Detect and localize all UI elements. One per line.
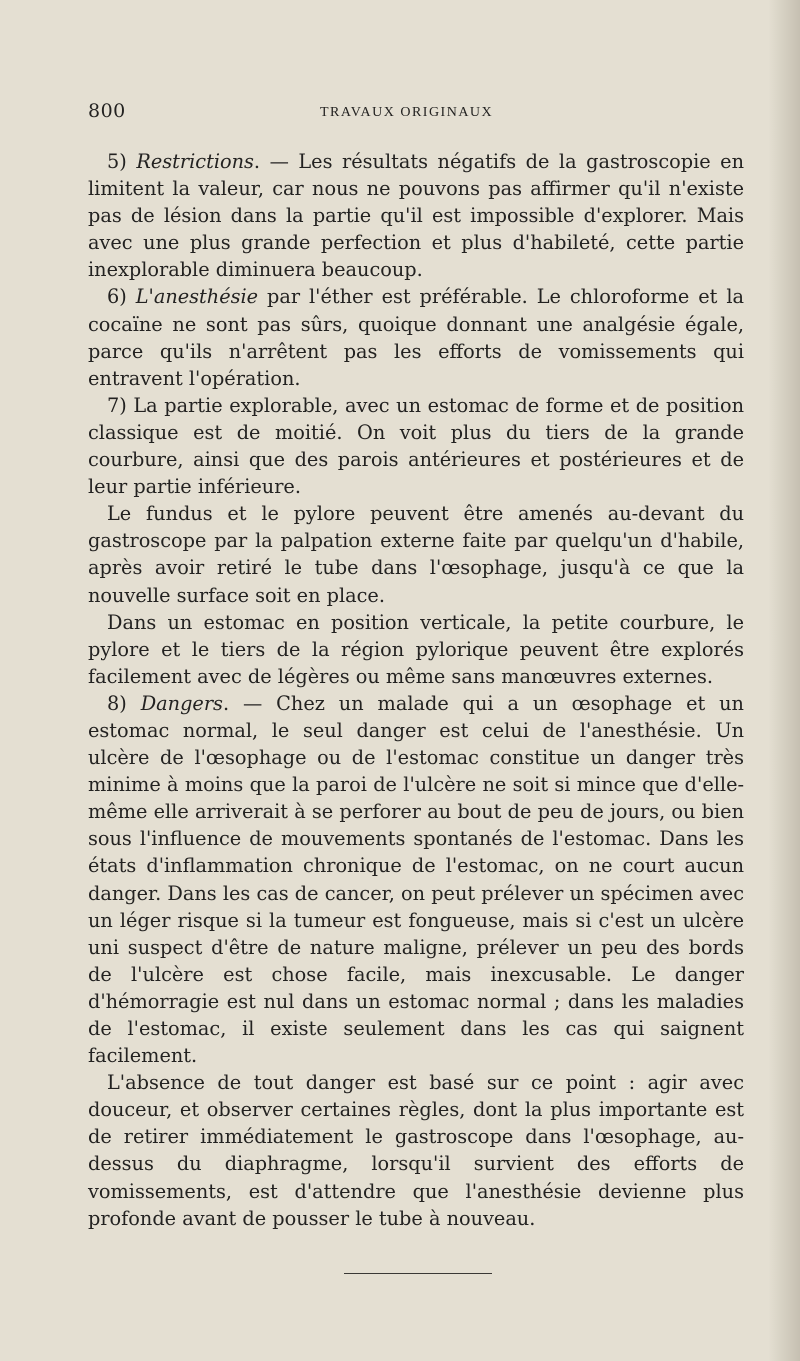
item-label: Dangers (140, 691, 223, 715)
paragraph-absence-danger (88, 1069, 744, 1232)
paragraph-partie-explorable (88, 392, 744, 500)
paragraph-restrictions (88, 148, 744, 283)
printed-page (88, 100, 744, 1232)
paragraph-text: Le fundus et le pylore peuvent être amenés au-devant du gastroscope par la palpation externe faite par quelqu'un d'habile, après avoir retiré le tube dans l'œsophage, jusqu'à ce que la nouvelle surface soit en place. (88, 502, 744, 607)
section-title: TRAVAUX ORIGINAUX (320, 105, 494, 120)
closing-rule (344, 1273, 492, 1274)
paragraph-text: par l'éther est préférable. Le chloroforme et la cocaïne ne sont pas sûrs, quoique donnant une analgésie égale, parce qu'ils n'arrêtent pas les efforts de vomissements qui entravent l'opération. (88, 285, 744, 390)
paragraph-text: Dans un estomac en position verticale, la petite courbure, le pylore et le tiers de la région pylorique peuvent être explorés facilement avec de légères ou même sans manœuvres externes. (88, 610, 744, 688)
paragraph-text: L'absence de tout danger est basé sur ce point : agir avec douceur, et observer certaines règles, dont la plus importante est de retirer immédiatement le gastroscope dans l'œsophage, au-dessus du diaphragme, lorsqu'il survient des efforts de vomissements, est d'attendre que l'anesthésie devienne plus profonde avant de pousser le tube à nouveau. (88, 1071, 744, 1230)
item-label: L'anesthésie (135, 285, 259, 309)
paragraph-text: . — Les résultats négatifs de la gastroscopie en limitent la valeur, car nous ne pouvons pas affirmer qu'il n'existe pas de lésion dans la partie qu'il est impossible d'explorer. Mais avec une plus grande perfection et plus d'habileté, cette partie inexplorable diminuera beaucoup. (88, 150, 744, 282)
running-head (88, 100, 744, 124)
paragraph-dangers (88, 690, 744, 1069)
page-number: 800 (88, 100, 126, 122)
item-number: 8) (107, 691, 127, 715)
paragraph-text: . — Chez un malade qui a un œsophage et un estomac normal, le seul danger est celui de l'anesthésie. Un ulcère de l'œsophage ou de l'estomac constitue un danger très minime à moins que la paroi de l'ulcère ne soit si mince que d'elle-même elle arriverait à se perforer au bout de peu de jours, ou bien sous l'influence de mouvements spontanés de l'estomac. Dans les états d'inflammation chronique de l'estomac, on ne court aucun danger. Dans les cas de cancer, on peut prélever un spécimen avec un léger risque si la tumeur est fongueuse, mais si c'est un ulcère uni suspect d'être de nature maligne, prélever un peu des bords de l'ulcère est chose facile, mais inexcusable. Le danger d'hémorragie est nul dans un estomac normal ; dans les maladies de l'estomac, il existe seulement dans les cas qui saignent facilement. (88, 691, 744, 1068)
paragraph-position-verticale (88, 609, 744, 690)
item-number: 6) (107, 285, 127, 309)
item-label: Restrictions (136, 150, 254, 173)
item-number: 5) (107, 150, 127, 173)
paragraph-text: 7) La partie explorable, avec un estomac de forme et de position classique est de moitié. On voit plus du tiers de la grande courbure, ainsi que des parois antérieures et postérieures et de leur partie inférieure. (88, 393, 744, 499)
paragraph-anesthesie (88, 283, 744, 391)
paragraph-fundus (88, 500, 744, 608)
body-text (88, 148, 744, 1232)
